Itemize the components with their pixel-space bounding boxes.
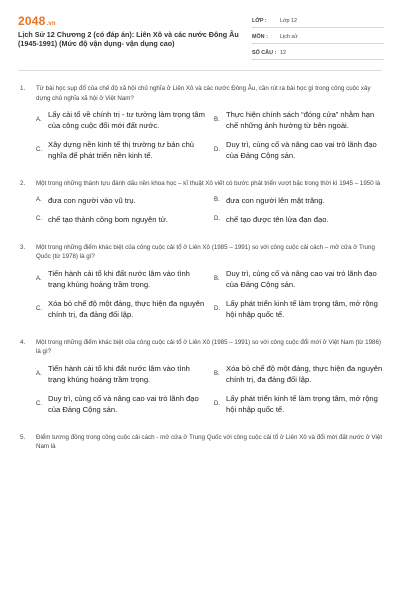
option-text: Lấy cải tổ về chính trị - tư tưởng làm trọng tâm của công cuộc đổi mới đất nước. <box>48 110 205 130</box>
meta-row-subject <box>252 30 384 44</box>
question <box>18 433 384 452</box>
option-letter: D. <box>214 147 220 153</box>
question-number: 3. <box>20 243 26 251</box>
answer-options <box>18 363 384 423</box>
option-text: Xây dựng nền kinh tế thị trường tư bản chủ nghĩa để phát triển nền kinh tế. <box>48 140 195 160</box>
question-text: Điểm tương đồng trong công cuộc cải cách - mở cửa ở Trung Quốc với công cuộc cải tổ ở Liên Xô và đổi mới đất nước ở Việt Nam là <box>36 433 383 450</box>
meta-row-class <box>252 14 384 28</box>
option-text: Lấy phát triển kinh tế làm trọng tâm, mở rộng hội nhập quốc tế. <box>226 298 378 319</box>
question-number: 2. <box>20 180 26 187</box>
option-letter: D. <box>214 305 220 312</box>
option-letter: C. <box>36 216 42 222</box>
option-letter: C. <box>36 147 42 153</box>
option-a[interactable] <box>36 363 206 385</box>
option-b[interactable] <box>214 109 384 131</box>
option-letter: A. <box>36 197 42 203</box>
option-c[interactable] <box>36 393 206 415</box>
option-letter: A. <box>36 370 42 377</box>
meta-value: 12 <box>280 49 286 56</box>
option-text: đưa con người lên mặt trăng. <box>226 195 325 205</box>
question-number: 5. <box>20 433 26 441</box>
option-text: chế tạo thành công bom nguyên tử. <box>48 214 168 224</box>
option-text: Xóa bỏ chế độ một đảng, thực hiện đa nguyên chính trị, đa đảng đối lập. <box>48 298 205 319</box>
option-text: Tiến hành cải tổ khi đất nước lâm vào tình trạng khủng hoảng trầm trọng. <box>48 363 190 384</box>
meta-label: SỐ CÂU : <box>252 49 277 56</box>
option-text: Duy trì, củng cố và nâng cao vai trò lãnh đạo của Đảng Cộng sản. <box>226 140 377 160</box>
question <box>18 338 384 423</box>
answer-options <box>18 268 384 328</box>
option-a[interactable] <box>36 195 206 206</box>
option-text: Duy trì, củng cố và nâng cao vai trò lãnh đạo của Đảng Cộng sản. <box>226 268 377 289</box>
question <box>18 84 384 169</box>
option-text: Lấy phát triển kinh tế làm trọng tâm, mở rộng hội nhập quốc tế. <box>226 393 378 414</box>
question-number: 4. <box>20 338 26 346</box>
option-text: Duy trì, củng cố và nâng cao vai trò lãnh đạo của Đảng Cộng sản. <box>48 393 199 414</box>
question <box>18 243 384 328</box>
meta-value: Lớp 12 <box>280 17 298 24</box>
option-letter: C. <box>36 305 42 312</box>
logo-text: 2048 <box>18 14 46 28</box>
option-b[interactable] <box>214 195 384 206</box>
question <box>18 179 384 233</box>
document-meta <box>252 14 384 60</box>
document-title: Lịch Sử 12 Chương 2 (có đáp án): Liên Xô và các nước Đông Âu (1945-1991) (Mức độ vận dụng- vận dụng cao) <box>18 30 239 48</box>
option-d[interactable] <box>214 214 384 225</box>
option-c[interactable] <box>36 139 206 161</box>
option-letter: B. <box>214 197 220 203</box>
option-d[interactable] <box>214 393 384 415</box>
option-a[interactable] <box>36 109 206 131</box>
meta-row-count <box>252 46 384 60</box>
question-list <box>18 84 384 462</box>
answer-options <box>18 109 384 169</box>
option-d[interactable] <box>214 298 384 320</box>
option-letter: A. <box>36 275 42 282</box>
option-c[interactable] <box>36 214 206 225</box>
option-letter: C. <box>36 400 42 407</box>
option-letter: D. <box>214 216 220 222</box>
meta-label: LỚP : <box>252 17 267 24</box>
option-a[interactable] <box>36 268 206 290</box>
option-letter: B. <box>214 117 220 123</box>
answer-options <box>18 195 384 233</box>
header-divider <box>18 70 382 71</box>
option-text: Thực hiện chính sách “đóng cửa” nhằm hạn chế những ảnh hưởng từ bên ngoài. <box>226 110 375 130</box>
option-letter: D. <box>214 400 220 407</box>
meta-label: MÔN : <box>252 33 268 40</box>
option-text: đưa con người vào vũ trụ. <box>48 195 136 205</box>
option-letter: B. <box>214 370 220 377</box>
meta-value: Lịch sử <box>280 33 298 40</box>
option-c[interactable] <box>36 298 206 320</box>
logo-suffix: .vn <box>46 21 56 27</box>
option-text: chế tạo được tên lửa đạn đạo. <box>226 214 329 224</box>
option-letter: B. <box>214 275 220 282</box>
question-text: Một trong những điểm khác biệt của công cuộc cải tổ ở Liên Xô (1985 – 1991) so với công cuộc đổi mới ở Việt Nam (từ 1986) là gì? <box>36 338 381 355</box>
option-b[interactable] <box>214 363 384 385</box>
question-text: Một trong những điểm khác biệt của công cuộc cải tổ ở Liên Xô (1985 – 1991) so với công cuộc cải cách – mở cửa ở Trung Quốc (từ 1978) là gì? <box>36 243 375 260</box>
question-text: Một trong những thành tựu đánh dấu nền khoa học – kĩ thuật Xô viết có bước phát triển vượt bậc trong thời kì 1945 – 1950 là <box>36 180 381 187</box>
option-d[interactable] <box>214 139 384 161</box>
site-logo[interactable] <box>18 14 56 28</box>
option-text: Xóa bỏ chế độ một đảng, thực hiện đa nguyên chính trị, đa đảng đối lập. <box>226 363 383 384</box>
option-letter: A. <box>36 117 42 123</box>
question-text: Từ bài học sụp đổ của chế độ xã hội chủ nghĩa ở Liên Xô và các nước Đông Âu, cần rút ra bài học gì trong công cuộc xây dựng chủ nghĩa xã hội ở Việt Nam? <box>36 85 371 102</box>
option-b[interactable] <box>214 268 384 290</box>
page-header <box>0 0 400 66</box>
question-number: 1. <box>20 85 26 92</box>
option-text: Tiến hành cải tổ khi đất nước lâm vào tình trạng khủng hoảng trầm trọng. <box>48 268 190 289</box>
